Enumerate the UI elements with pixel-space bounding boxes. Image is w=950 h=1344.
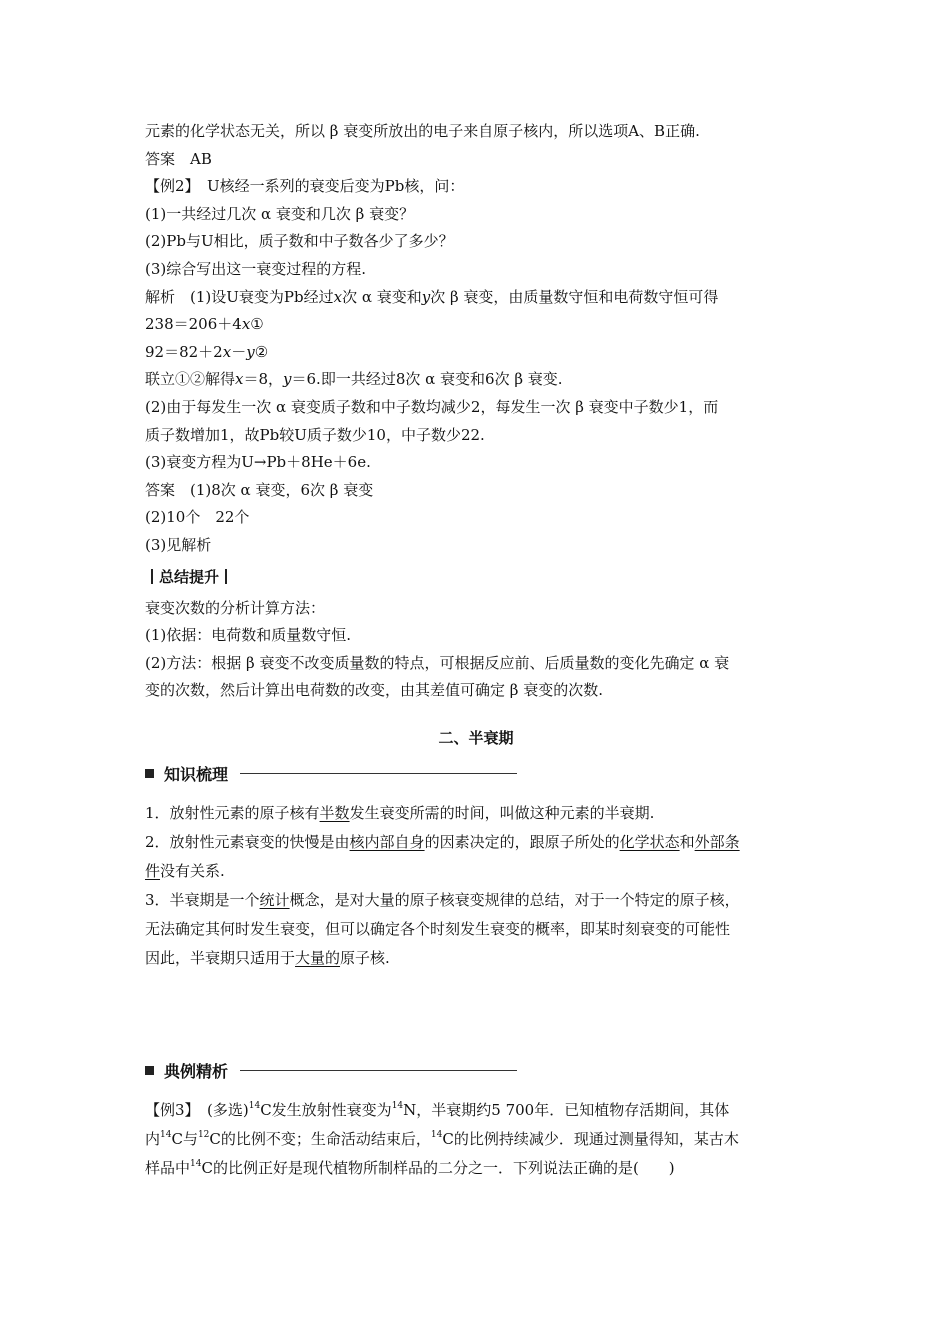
equation-2 [145,339,807,367]
blank-answer: 件 [145,861,161,880]
examples-header-label: 典例精析 [164,1061,229,1081]
analysis-text: 次 β 衰变，由质量数守恒和电荷数守恒可得 [430,287,719,306]
example-3-text [145,1096,807,1183]
text: 样品中 [145,1158,191,1177]
analysis-line [145,284,807,312]
blank-answer: 半数 [319,803,350,822]
blank-answer: 大量的 [295,948,341,967]
text: C的比例不变；生命活动结束后， [209,1129,431,1148]
answer-line: (3)见解析 [145,535,212,554]
equation-marker: ① [250,315,264,334]
variable-y: y [283,370,292,389]
variable-y: y [246,342,255,361]
text: 因此，半衰期只适用于 [145,948,296,967]
equation-marker: ② [254,342,269,361]
variable-y: y [421,287,431,306]
equation-text: 92＝82＋2 [145,342,223,361]
text: 没有关系. [160,861,225,880]
text: 内 [145,1129,161,1148]
question-3: (3)综合写出这一衰变过程的方程. [145,259,367,278]
square-bullet-icon [145,1066,154,1075]
superscript: 14 [160,1129,172,1140]
analysis-3-line: (3)衰变方程为U→Pb＋8He＋6e. [145,453,371,472]
summary-line: 变的次数，然后计算出电荷数的改变，由其差值可确定 β 衰变的次数. [145,681,603,700]
text: C的比例正好是现代植物所制样品的二分之一．下列说法正确的是( ) [201,1158,675,1177]
knowledge-point-2 [145,828,807,886]
variable-x: x [333,287,343,306]
text: 2．放射性元素衰变的快慢是由 [145,832,350,851]
spacer [145,973,807,1049]
text: 【例3】 (多选) [145,1100,249,1119]
document-page [145,118,807,1183]
superscript: 14 [248,1100,261,1111]
text-line: 元素的化学状态无关，所以 β 衰变所放出的电子来自原子核内，所以选项A、B正确. [145,122,700,140]
tag-bar-right [225,569,227,584]
text: N，半衰期约5 700年．已知植物存活期间，其体 [403,1100,730,1119]
knowledge-point-3 [145,886,807,973]
text: C的比例持续减少．现通过测量得知，某古木 [442,1129,739,1148]
solve-text: ＝8， [243,370,284,389]
variable-x: x [235,370,244,389]
analysis-text: 次 α 衰变和 [342,287,422,306]
text: 和 [679,832,695,851]
text: 1．放射性元素的原子核有 [145,803,320,822]
answer-line: (2)10个 22个 [145,508,250,527]
square-bullet-icon [145,769,154,778]
knowledge-header [145,762,807,785]
question-2: (2)Pb与U相比，质子数和中子数各少了多少？ [145,232,454,251]
equation-text: － [231,342,247,361]
text: 发生衰变所需的时间，叫做这种元素的半衰期. [349,803,655,822]
knowledge-header-label: 知识梳理 [164,764,229,784]
blank-answer: 统计 [259,890,290,909]
section-title: 二、半衰期 [438,728,514,747]
solve-text: 联立①②解得 [145,370,236,389]
summary-tag [145,566,233,587]
answer-line: 答案 AB [145,149,212,168]
answer-line: 答案 (1)8次 α 衰变，6次 β 衰变 [145,480,374,499]
blank-answer: 化学状态 [619,832,680,851]
text: 3．半衰期是一个 [145,890,260,909]
superscript: 14 [190,1158,202,1169]
example-2-title: 【例2】 U核经一系列的衰变后变为Pb核，问： [145,177,465,196]
summary-line: (2)方法：根据 β 衰变不改变质量数的特点，可根据反应前、后质量数的变化先确定 α 衰 [145,653,730,672]
equation-1 [145,311,807,339]
examples-header [145,1059,807,1082]
solve-line [145,366,807,394]
summary-tag-label: 总结提升 [159,567,220,586]
text: C发生放射性衰变为 [260,1100,392,1119]
analysis-text: 解析 (1)设U衰变为Pb经过 [145,287,334,306]
text: 无法确定其何时发生衰变，但可以确定各个时刻发生衰变的概率，即某时刻衰变的可能性 [145,919,731,938]
header-rule [240,1070,517,1071]
blank-answer: 外部条 [694,832,740,851]
text: 概念，是对大量的原子核衰变规律的总结，对于一个特定的原子核， [289,890,740,909]
superscript: 14 [391,1100,404,1111]
text: 原子核. [340,948,390,967]
blank-answer: 核内部自身 [349,832,425,851]
analysis-2-line-1: (2)由于每发生一次 α 衰变质子数和中子数均减少2，每发生一次 β 衰变中子数少1，而 [145,397,719,416]
variable-x: x [222,342,232,361]
question-1: (1)一共经过几次 α 衰变和几次 β 衰变？ [145,204,415,223]
text: C与 [171,1129,198,1148]
tag-bar-left [151,569,153,584]
header-rule [240,773,517,774]
summary-line: 衰变次数的分析计算方法： [145,598,326,617]
knowledge-point-1 [145,799,807,828]
solve-text: ＝6.即一共经过8次 α 衰变和6次 β 衰变. [291,370,563,389]
summary-line: (1)依据：电荷数和质量数守恒. [145,626,352,645]
text: 的因素决定的，跟原子所处的 [424,832,620,851]
superscript: 14 [430,1129,443,1140]
superscript: 12 [197,1129,210,1140]
analysis-2-line-2: 质子数增加1，故Pb较U质子数少10，中子数少22. [145,425,485,444]
equation-text: 238＝206＋4 [145,315,242,334]
variable-x: x [241,315,251,334]
